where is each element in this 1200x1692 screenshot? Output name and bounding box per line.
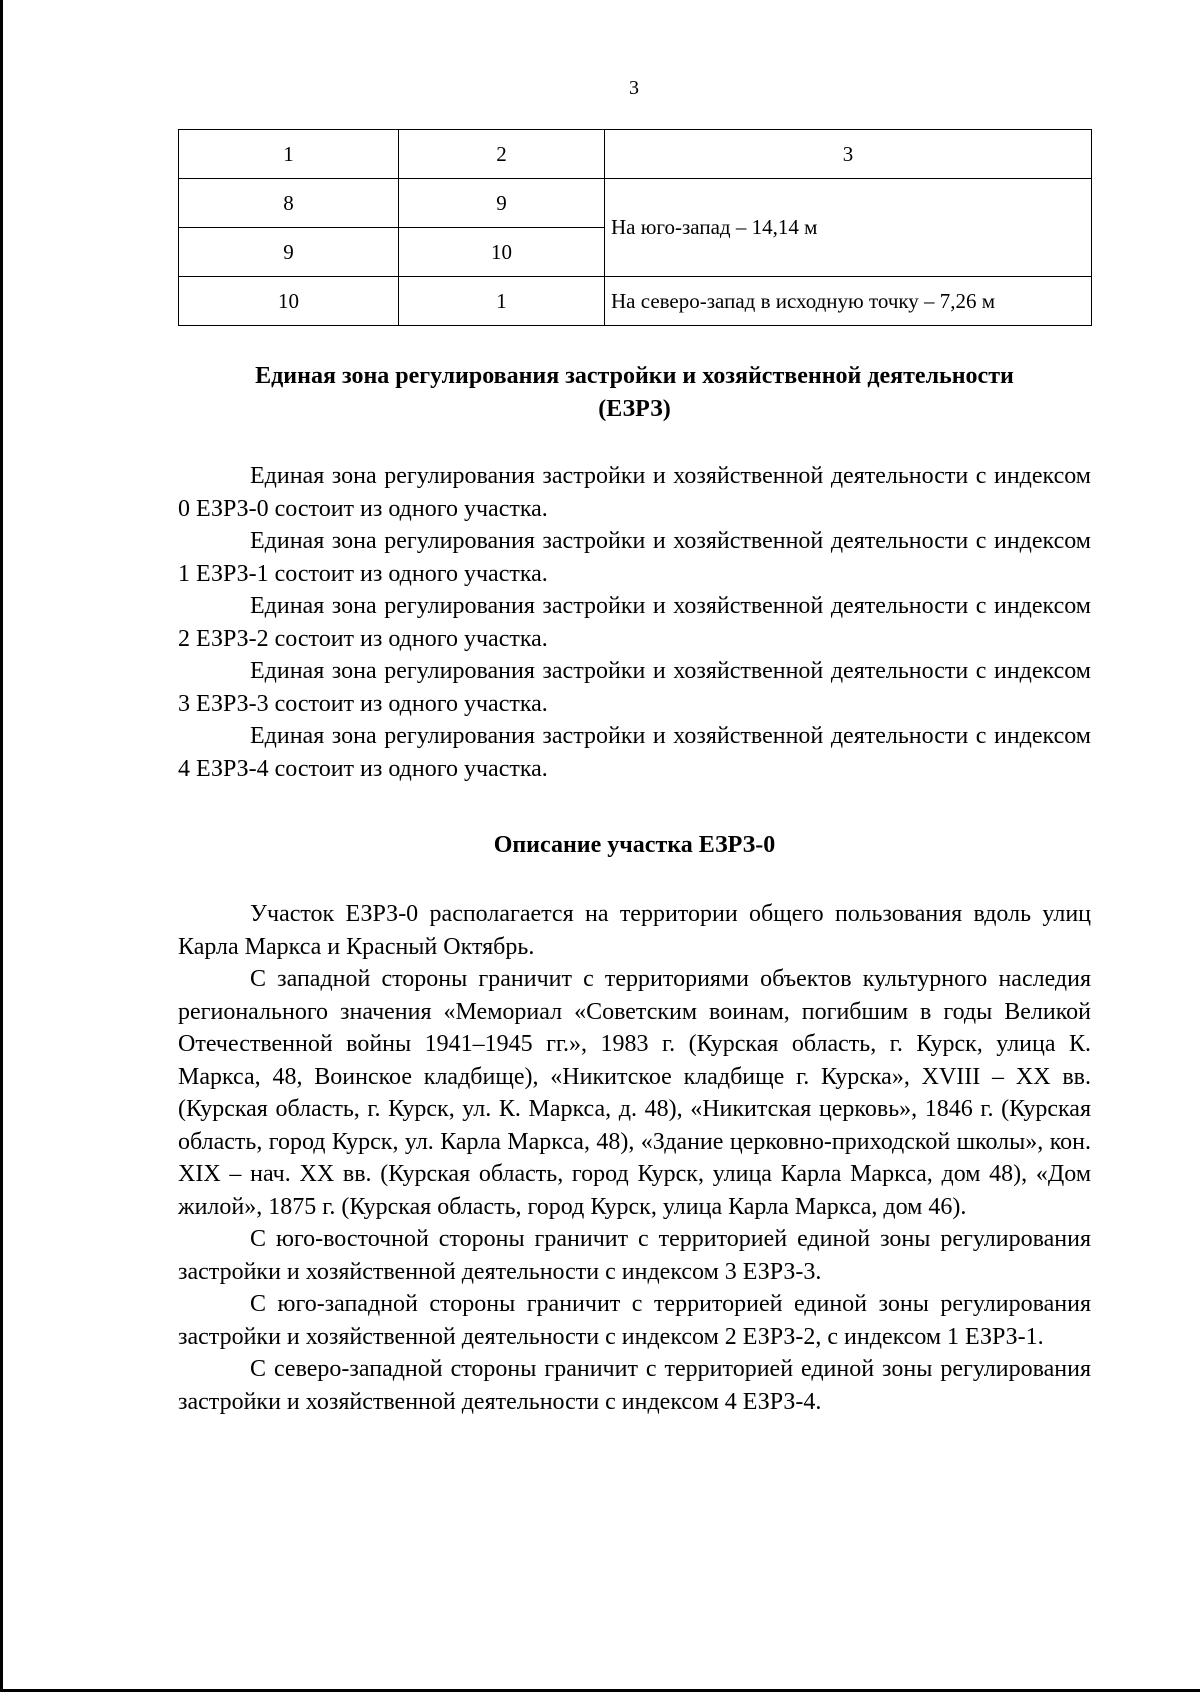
- zone-section-title-line2: (ЕЗРЗ): [598, 396, 671, 422]
- zone-section-title: [178, 360, 1091, 426]
- zone-paragraph: Единая зона регулирования застройки и хозяйственной деятельности с индексом 0 ЕЗРЗ-0 состоит из одного участка.: [178, 463, 1091, 522]
- page-number: 3: [629, 77, 639, 99]
- description-paragraph: С западной стороны граничит с территориями объектов культурного наследия регионального значения «Мемориал «Советским воинам, погибшим в годы Великой Отечественной войны 1941–1945 гг.», 1983 г. (Курская область, г. Курск, улица К. Маркса, 48, Воинское кладбище), «Никитское кладбище г. Курска», XVIII – XX вв. (Курская область, г. Курск, ул. К. Маркса, д. 48), «Никитская церковь», 1846 г. (Курская область, город Курск, ул. Карла Маркса, 48), «Здание церковно-приходской школы», кон. XIX – нач. XX вв. (Курская область, город Курск, улица Карла Маркса, дом 48), «Дом жилой», 1875 г. (Курская область, город Курск, улица Карла Маркса, дом 46).: [178, 966, 1091, 1220]
- table-header-cell: 1: [179, 130, 399, 179]
- table-cell-from: 9: [179, 228, 399, 277]
- description-paragraphs: [178, 898, 1091, 1418]
- table-cell-from: 10: [179, 277, 399, 326]
- description-paragraph: С юго-западной стороны граничит с территорией единой зоны регулирования застройки и хозяйственной деятельности с индексом 2 ЕЗРЗ-2, с индексом 1 ЕЗРЗ-1.: [178, 1291, 1091, 1350]
- boundary-table: [178, 129, 1092, 326]
- table-cell-description: На северо-запад в исходную точку – 7,26 м: [605, 277, 1092, 326]
- table-header-row: [179, 130, 1092, 179]
- table-header-cell: 2: [399, 130, 605, 179]
- description-paragraph: Участок ЕЗРЗ-0 располагается на территории общего пользования вдоль улиц Карла Маркса и Красный Октябрь.: [178, 901, 1091, 960]
- table-row: [179, 179, 1092, 228]
- table-row: [179, 277, 1092, 326]
- description-paragraph: С северо-западной стороны граничит с территорией единой зоны регулирования застройки и хозяйственной деятельности с индексом 4 ЕЗРЗ-4.: [178, 1356, 1091, 1415]
- description-paragraph: С юго-восточной стороны граничит с территорией единой зоны регулирования застройки и хозяйственной деятельности с индексом 3 ЕЗРЗ-3.: [178, 1226, 1091, 1285]
- table-header-cell: 3: [605, 130, 1092, 179]
- table-cell-description: На юго-запад – 14,14 м: [605, 179, 1092, 277]
- page-content: [178, 129, 1091, 1418]
- zone-paragraph: Единая зона регулирования застройки и хозяйственной деятельности с индексом 1 ЕЗРЗ-1 состоит из одного участка.: [178, 528, 1091, 587]
- zone-paragraphs: [178, 460, 1091, 785]
- table-cell-to: 9: [399, 179, 605, 228]
- zone-paragraph: Единая зона регулирования застройки и хозяйственной деятельности с индексом 4 ЕЗРЗ-4 состоит из одного участка.: [178, 723, 1091, 782]
- zone-section-title-line1: Единая зона регулирования застройки и хозяйственной деятельности: [255, 363, 1014, 389]
- description-section-title: Описание участка ЕЗРЗ-0: [493, 832, 776, 858]
- scan-edge-left: [0, 0, 3, 1692]
- table-cell-to: 1: [399, 277, 605, 326]
- table-cell-from: 8: [179, 179, 399, 228]
- zone-paragraph: Единая зона регулирования застройки и хозяйственной деятельности с индексом 3 ЕЗРЗ-3 состоит из одного участка.: [178, 658, 1091, 717]
- table-cell-to: 10: [399, 228, 605, 277]
- zone-paragraph: Единая зона регулирования застройки и хозяйственной деятельности с индексом 2 ЕЗРЗ-2 состоит из одного участка.: [178, 593, 1091, 652]
